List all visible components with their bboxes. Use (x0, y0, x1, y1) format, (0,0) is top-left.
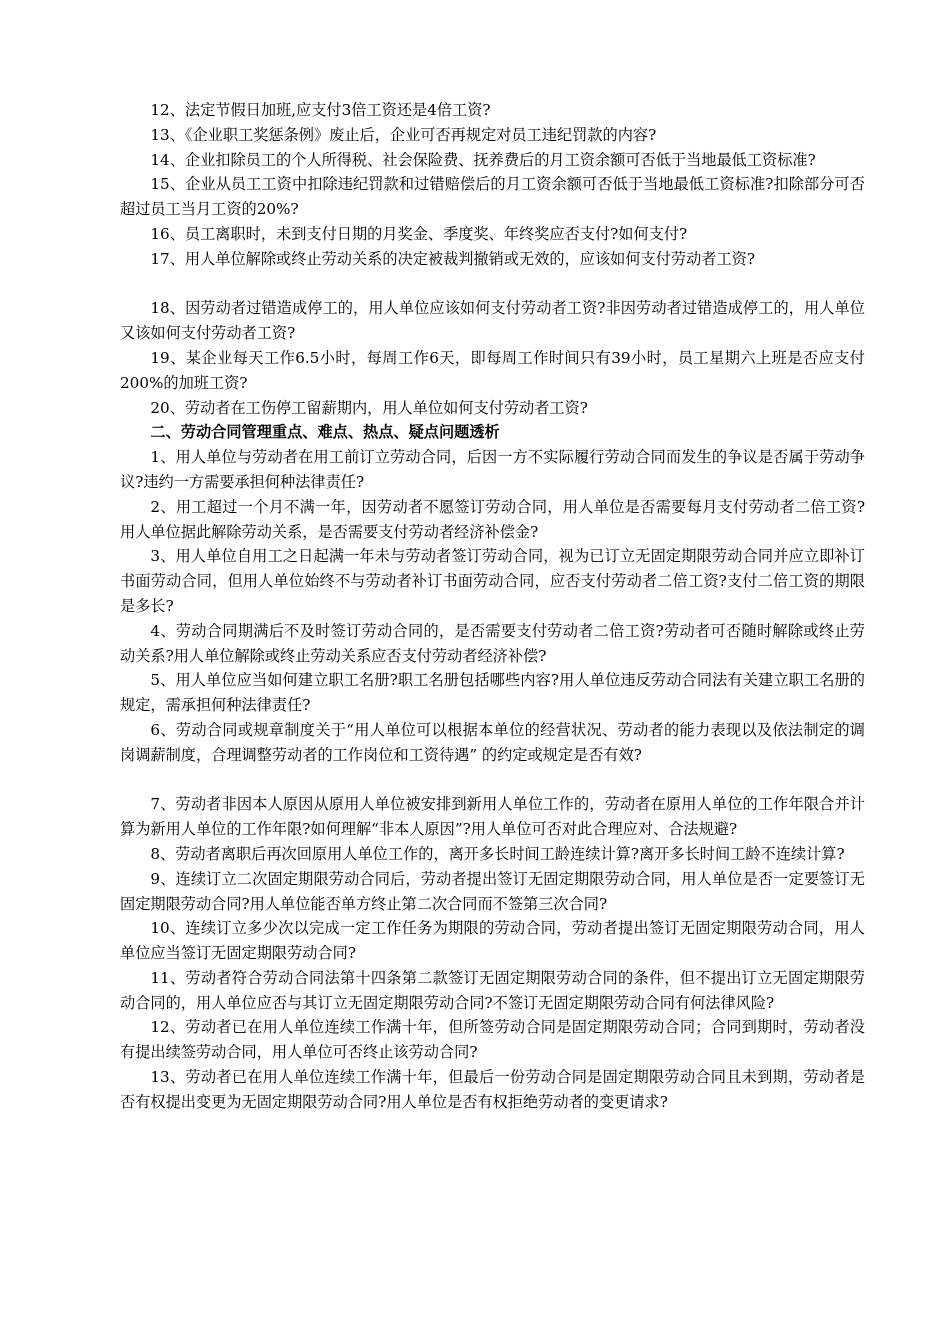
question-paragraph: 20、劳动者在工伤停工留薪期内，用人单位如何支付劳动者工资? (150, 398, 588, 417)
question-paragraph: 8、劳动者离职后再次回原用人单位工作的，离开多长时间工龄连续计算?离开多长时间工龄不连续计算? (150, 844, 845, 863)
question-paragraph: 12、劳动者已在用人单位连续工作满十年，但所签劳动合同是固定期限劳动合同；合同到期时，劳动者没有提出续签劳动合同，用人单位可否终止该劳动合同? (120, 1018, 865, 1062)
question-paragraph: 11、劳动者符合劳动合同法第十四条第二款签订无固定期限劳动合同的条件，但不提出订立无固定期限劳动合同的，用人单位应否与其订立无固定期限劳动合同?不签订无固定期限劳动合同有何法律风险? (120, 968, 865, 1012)
question-paragraph: 10、连续订立多少次以完成一定工作任务为期限的劳动合同，劳动者提出签订无固定期限劳动合同，用人单位应当签订无固定期限劳动合同? (120, 919, 865, 963)
question-paragraph: 14、企业扣除员工的个人所得税、社会保险费、抚养费后的月工资余额可否低于当地最低工资标准? (150, 150, 816, 169)
question-paragraph: 12、法定节假日加班,应支付3倍工资还是4倍工资? (150, 101, 491, 119)
question-paragraph: 5、用人单位应当如何建立职工名册?职工名册包括哪些内容?用人单位违反劳动合同法有关建立职工名册的规定，需承担何种法律责任? (120, 671, 865, 715)
question-paragraph: 4、劳动合同期满后不及时签订劳动合同的，是否需要支付劳动者二倍工资?劳动者可否随时解除或终止劳动关系?用人单位解除或终止劳动关系应否支付劳动者经济补偿? (120, 621, 865, 665)
document-page (120, 98, 865, 1115)
question-paragraph: 13、《企业职工奖惩条例》废止后，企业可否再规定对员工违纪罚款的内容? (150, 125, 657, 144)
question-paragraph: 19、某企业每天工作6.5小时，每周工作6天，即每周工作时间只有39小时，员工星期六上班是否应支付200%的加班工资? (120, 348, 865, 392)
question-paragraph: 9、连续订立二次固定期限劳动合同后，劳动者提出签订无固定期限劳动合同，用人单位是否一定要签订无固定期限劳动合同?用人单位能否单方终止第二次合同而不签第三次合同? (120, 869, 865, 913)
question-paragraph: 15、企业从员工工资中扣除违纪罚款和过错赔偿后的月工资余额可否低于当地最低工资标准?扣除部分可否超过员工当月工资的20%? (120, 175, 865, 219)
question-paragraph: 2、用工超过一个月不满一年，因劳动者不愿签订劳动合同，用人单位是否需要每月支付劳动者二倍工资?用人单位据此解除劳动关系，是否需要支付劳动者经济补偿金? (120, 497, 865, 541)
question-paragraph: 17、用人单位解除或终止劳动关系的决定被裁判撤销或无效的，应该如何支付劳动者工资? (150, 249, 755, 268)
question-paragraph: 7、劳动者非因本人原因从原用人单位被安排到新用人单位工作的，劳动者在原用人单位的工作年限合并计算为新用人单位的工作年限?如何理解“非本人原因”?用人单位可否对此合理应对、合法规避? (120, 795, 865, 839)
question-paragraph: 6、劳动合同或规章制度关于“用人单位可以根据本单位的经营状况、劳动者的能力表现以及依法制定的调岗调薪制度，合理调整劳动者的工作岗位和工资待遇” 的约定或规定是否有效? (120, 720, 865, 764)
section-heading: 二、劳动合同管理重点、难点、热点、疑点问题透析 (150, 423, 500, 442)
question-paragraph: 1、用人单位与劳动者在用工前订立劳动合同，后因一方不实际履行劳动合同而发生的争议是否属于劳动争议?违约一方需要承担何种法律责任? (120, 448, 865, 491)
question-paragraph: 3、用人单位自用工之日起满一年未与劳动者签订劳动合同，视为已订立无固定期限劳动合同并应立即补订书面劳动合同，但用人单位始终不与劳动者补订书面劳动合同，应否支付劳动者二倍工资?支付二倍工资的期限是多长? (120, 547, 865, 615)
question-paragraph: 13、劳动者已在用人单位连续工作满十年，但最后一份劳动合同是固定期限劳动合同且未到期，劳动者是否有权提出变更为无固定期限劳动合同?用人单位是否有权拒绝劳动者的变更请求? (120, 1068, 865, 1111)
question-paragraph: 16、员工离职时，未到支付日期的月奖金、季度奖、年终奖应否支付?如何支付? (150, 224, 688, 243)
question-paragraph: 18、因劳动者过错造成停工的，用人单位应该如何支付劳动者工资?非因劳动者过错造成停工的，用人单位又该如何支付劳动者工资? (120, 299, 865, 343)
